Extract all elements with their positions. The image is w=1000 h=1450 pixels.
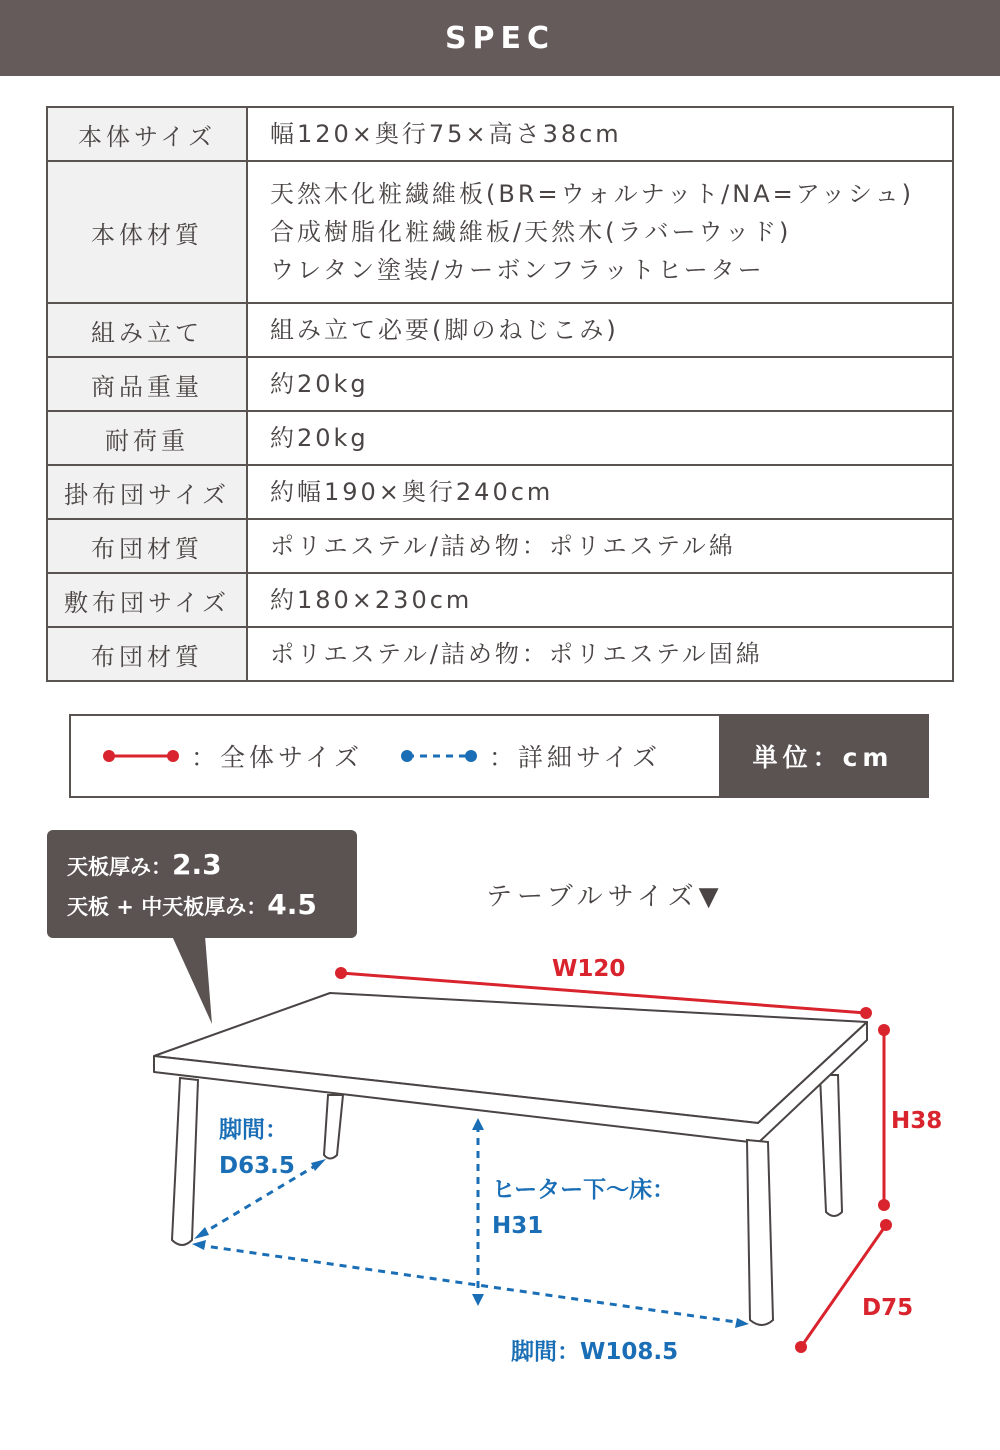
leg-width-label: 脚間：W108.5 bbox=[511, 1339, 679, 1365]
legend-detail bbox=[399, 738, 661, 774]
row-value: ポリエステル/詰め物：ポリエステル綿 bbox=[247, 519, 953, 573]
table-leg-front-left bbox=[172, 1078, 198, 1245]
leg-depth-annotation bbox=[219, 1112, 295, 1184]
row-value: 約180×230cm bbox=[247, 573, 953, 627]
row-label: 布団材質 bbox=[47, 627, 247, 681]
row-label: 敷布団サイズ bbox=[47, 573, 247, 627]
table-size-title: テーブルサイズ▼ bbox=[486, 882, 724, 912]
top-thickness-value: 2.3 bbox=[172, 848, 222, 881]
callout-pointer bbox=[172, 936, 212, 1024]
solid-line-icon bbox=[101, 748, 181, 764]
combined-thickness-label: 天板 + 中天板厚み： bbox=[67, 895, 268, 919]
legend-detail-label: ：詳細サイズ bbox=[489, 743, 662, 772]
row-value-line: 合成樹脂化粧繊維板/天然木(ラバーウッド) bbox=[270, 218, 792, 246]
table-row bbox=[47, 573, 953, 627]
width-label: W120 bbox=[552, 956, 626, 982]
leg-depth-value: D63.5 bbox=[219, 1153, 295, 1179]
table-row bbox=[47, 107, 953, 161]
top-thickness-label: 天板厚み： bbox=[67, 855, 172, 879]
table-row bbox=[47, 357, 953, 411]
depth-dimension-line bbox=[801, 1225, 886, 1347]
row-value: 約20kg bbox=[247, 357, 953, 411]
row-value bbox=[247, 161, 953, 303]
leg-depth-label: 脚間： bbox=[219, 1117, 288, 1143]
table-row bbox=[47, 465, 953, 519]
table-row bbox=[47, 161, 953, 303]
heater-value: H31 bbox=[492, 1213, 544, 1239]
table-leg-front-right bbox=[747, 1140, 773, 1325]
table-row bbox=[47, 519, 953, 573]
leg-width-line bbox=[198, 1245, 743, 1323]
row-label: 本体材質 bbox=[47, 161, 247, 303]
spec-table bbox=[46, 106, 954, 682]
row-value: 組み立て必要(脚のねじこみ) bbox=[247, 303, 953, 357]
row-label: 商品重量 bbox=[47, 357, 247, 411]
legend-overall-label: ：全体サイズ bbox=[191, 743, 364, 772]
row-value: ポリエステル/詰め物：ポリエステル固綿 bbox=[247, 627, 953, 681]
dimension-legend bbox=[69, 714, 929, 798]
row-value: 幅120×奥行75×高さ38cm bbox=[247, 107, 953, 161]
heater-label: ヒーター下〜床： bbox=[492, 1177, 676, 1203]
row-value-line: ウレタン塗装/カーボンフラットヒーター bbox=[270, 256, 765, 284]
legend-overall bbox=[101, 738, 363, 774]
dashed-line-icon bbox=[399, 748, 479, 764]
row-label: 耐荷重 bbox=[47, 411, 247, 465]
table-row bbox=[47, 627, 953, 681]
height-label: H38 bbox=[891, 1108, 943, 1134]
row-label: 本体サイズ bbox=[47, 107, 247, 161]
row-value: 約20kg bbox=[247, 411, 953, 465]
spec-title: SPEC bbox=[444, 20, 556, 56]
row-label: 掛布団サイズ bbox=[47, 465, 247, 519]
row-value-line: 天然木化粧繊維板(BR=ウォルナット/NA=アッシュ) bbox=[270, 180, 914, 208]
table-row bbox=[47, 303, 953, 357]
spec-header bbox=[0, 0, 1000, 76]
unit-badge: 単位：cm bbox=[719, 716, 927, 796]
row-label: 布団材質 bbox=[47, 519, 247, 573]
table-leg-back-right bbox=[820, 1075, 842, 1216]
depth-label: D75 bbox=[862, 1295, 914, 1321]
row-label: 組み立て bbox=[47, 303, 247, 357]
table-row bbox=[47, 411, 953, 465]
row-value: 約幅190×奥行240cm bbox=[247, 465, 953, 519]
combined-thickness-value: 4.5 bbox=[267, 888, 317, 921]
heater-annotation bbox=[492, 1172, 675, 1244]
table-leg-back-left bbox=[324, 1095, 343, 1159]
